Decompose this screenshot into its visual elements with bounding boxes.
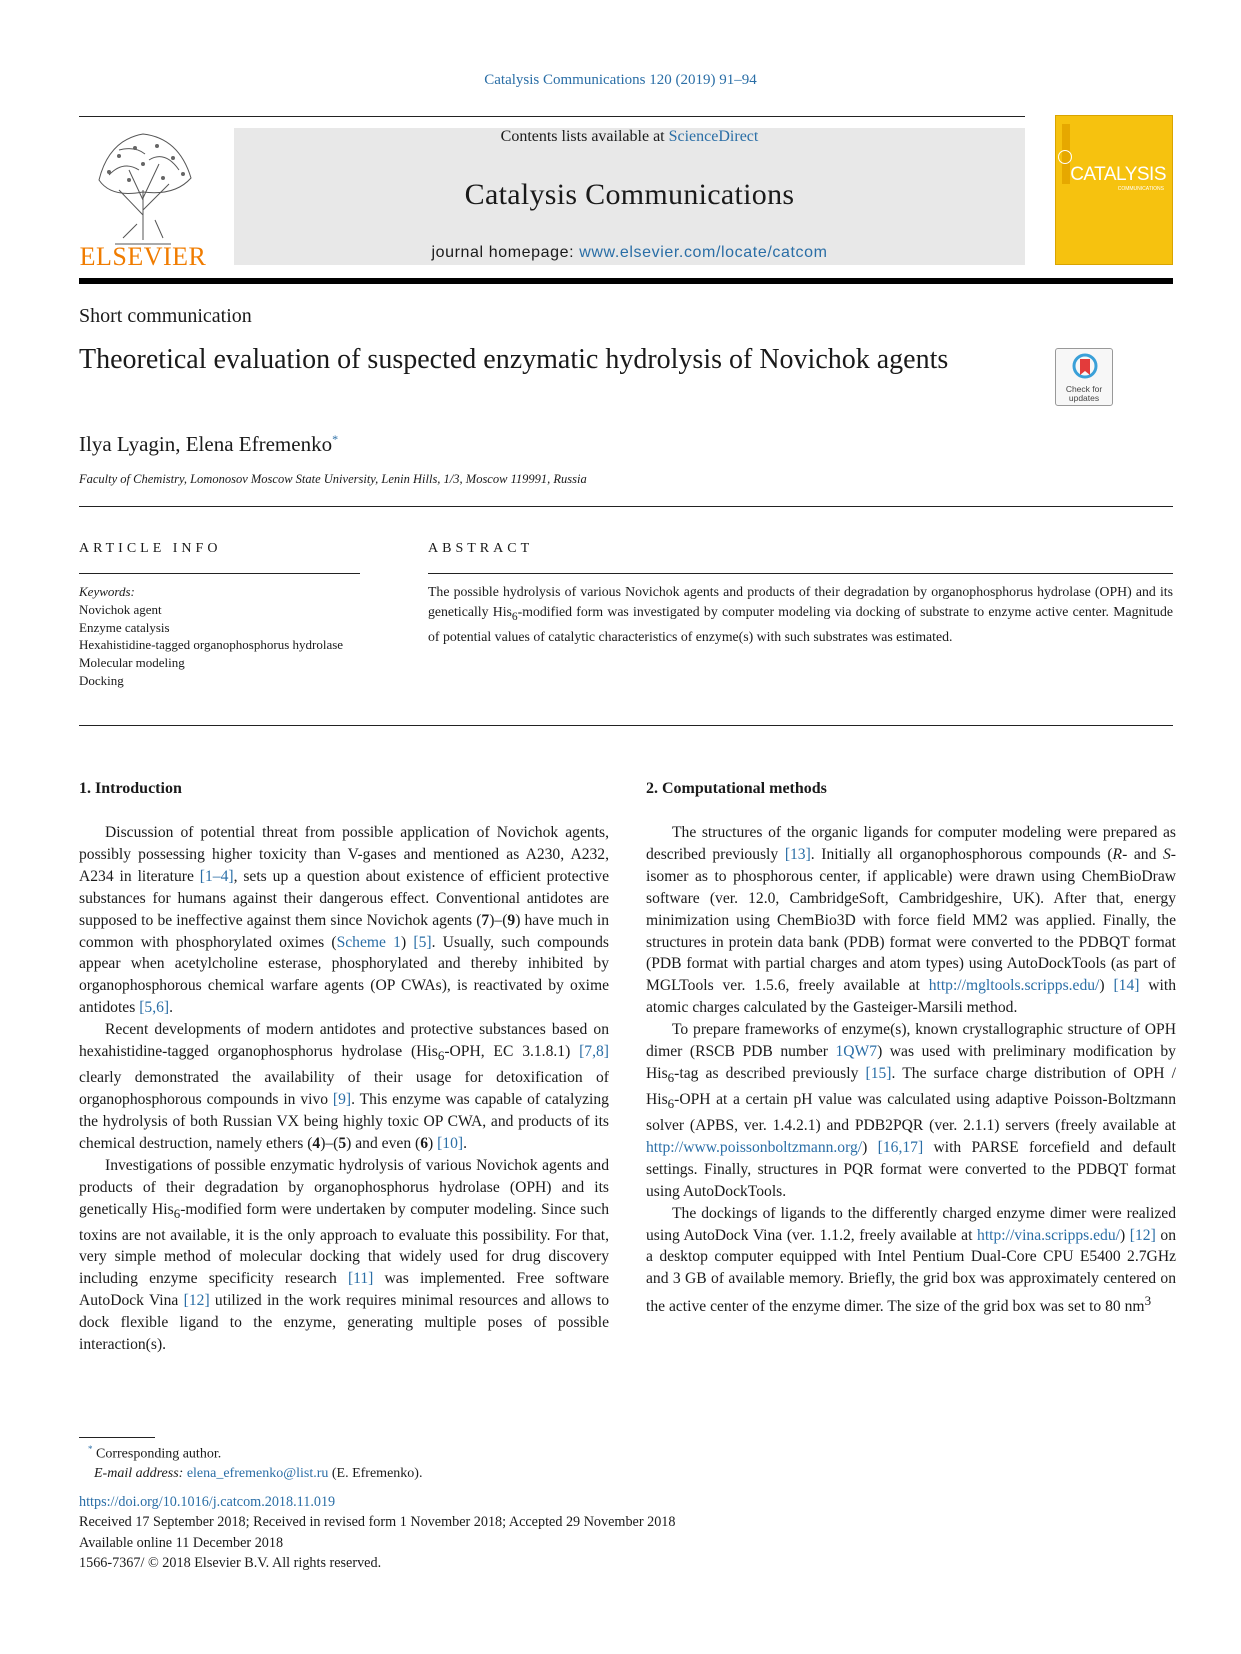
text-run: ) was used with preliminary modification by His (646, 1043, 1176, 1082)
abstract-label: ABSTRACT (428, 541, 534, 556)
reference-link[interactable]: [10] (437, 1134, 464, 1152)
corresponding-author-mark[interactable]: * (332, 432, 339, 446)
abstract-text (428, 582, 1173, 647)
article-title: Theoretical evaluation of suspected enzymatic hydrolysis of Novichok agents (79, 344, 949, 375)
keyword-item: Enzyme catalysis (79, 619, 170, 635)
methods-column (646, 822, 1176, 1318)
methods-paragraph (646, 822, 1176, 1019)
text-run: )–( (320, 1134, 339, 1152)
introduction-heading: 1. Introduction (79, 780, 182, 797)
text-run: 3 (1144, 1293, 1152, 1309)
abstract-subscript: 6 (511, 610, 518, 623)
reference-link[interactable]: [11] (347, 1270, 374, 1288)
homepage-link[interactable]: www.elsevier.com/locate/catcom (579, 244, 828, 261)
text-run: The dockings of ligands to the differently charged enzyme dimer were realized using AutoDock Vina (ver. 1.1.2, freely available at (646, 1204, 1176, 1244)
keyword-item: Docking (79, 672, 124, 688)
reference-link[interactable]: [14] (1113, 977, 1140, 995)
abstract-part: The possible hydrolysis of various Novichok agents and products of their degradation by organophosphorus hydrolase (OPH) and its genetically His (428, 584, 1173, 619)
intro-paragraph (79, 1019, 609, 1155)
text-run: 6 (420, 1134, 429, 1152)
reference-link[interactable]: [5,6] (139, 999, 170, 1017)
text-run: 7 (481, 911, 490, 929)
text-run: with atomic charges calculated by the Gasteiger-Marsili method. (646, 977, 1177, 1017)
text-run: was implemented. Free software AutoDock Vina (79, 1270, 609, 1310)
journal-title: Catalysis Communications (464, 178, 795, 211)
article-info-label: ARTICLE INFO (79, 541, 222, 556)
text-run: ) (1119, 1226, 1130, 1244)
reference-link[interactable]: [9] (332, 1090, 352, 1108)
article-type: Short communication (79, 305, 252, 327)
text-run: The structures of the organic ligands for computer modeling were prepared as described previously (646, 824, 1176, 863)
publication-meta (79, 1492, 676, 1573)
introduction-column (79, 822, 609, 1356)
reference-link[interactable]: [15] (865, 1064, 892, 1082)
text-run: Investigations of possible enzymatic hydrolysis of various Novichok agents and products of their degradation by organophosphorus hydrolase (OPH) and its genetically His (79, 1156, 609, 1218)
history-dates: Received 17 September 2018; Received in revised form 1 November 2018; Accepted 29 November 2018 (79, 1514, 676, 1531)
intro-paragraph (79, 822, 609, 1019)
journal-reference[interactable]: Catalysis Communications 120 (2019) 91–94 (484, 72, 757, 88)
text-run: . (169, 999, 173, 1017)
text-run: 4 (312, 1134, 321, 1152)
intro-paragraph (79, 1155, 609, 1356)
reference-link[interactable]: [12] (183, 1292, 210, 1310)
reference-link[interactable]: [1–4] (199, 867, 234, 885)
text-run: -tag as described previously (674, 1064, 866, 1082)
text-run: Discussion of potential threat from possible application of Novichok agents, possibly possessing higher toxicity than V-gases and mentioned as A230, A232, A234 in literature (79, 824, 609, 885)
text-run: -OPH, EC 3.1.8.1) (444, 1043, 580, 1061)
methods-paragraph (646, 1019, 1176, 1202)
text-run: S (1163, 845, 1171, 863)
text-run: . (463, 1134, 467, 1152)
text-run: ) and even ( (346, 1134, 421, 1152)
bookmark-icon (1072, 353, 1098, 383)
text-run: R (1112, 845, 1123, 863)
reference-link[interactable]: [5] (413, 933, 432, 951)
text-run: -modified form were undertaken by computer modeling. Since such toxins are not available, it is the only approach to evaluate this possibility. For that, very simple method of molecular docking that widely used for drug discovery including enzyme specificity research (79, 1200, 609, 1288)
text-run: utilized in the work requires minimal resources and allows to dock flexible ligand to the enzyme, generating multiple poses of possible interaction(s). (79, 1292, 609, 1354)
corresponding-note (88, 1440, 422, 1464)
methods-heading: 2. Computational methods (646, 780, 827, 797)
authors (79, 432, 338, 457)
abstract-part: -modified form was investigated by computer modeling via docking of substrate to enzyme active center. Magnitude of potential values of catalytic characteristics of enzyme(s) with such substrates was estimated. (428, 604, 1174, 644)
reference-link[interactable]: http://vina.scripps.edu/ (977, 1226, 1120, 1244)
text-run: 6 (667, 1070, 675, 1086)
cover-title: CATALYSIS (1070, 164, 1166, 185)
footnote-mark: * (88, 1444, 93, 1454)
reference-link[interactable]: [16,17] (877, 1138, 924, 1156)
text-run: . Initially all organophosphorous compounds ( (810, 845, 1113, 863)
abstract-bottom-rule (79, 725, 1173, 726)
keywords-label: Keywords: (79, 584, 135, 599)
email-link[interactable]: elena_efremenko@list.ru (186, 1466, 329, 1482)
abstract-rule (428, 573, 1173, 574)
journal-masthead (234, 128, 1025, 265)
footnote-rule (79, 1437, 155, 1438)
top-rule (79, 116, 1025, 117)
text-run: , sets up a question about existence of efficient protective substances for humans against their dangerous effect. Conventional antidotes are supposed to be ineffective against them since Novichok agents ( (79, 867, 609, 929)
reference-link[interactable]: http://mgltools.scripps.edu/ (928, 977, 1100, 995)
reference-link[interactable]: [7,8] (579, 1043, 609, 1061)
text-run: Recent developments of modern antidotes and protective substances based on hexahistidine-tagged organophosphorus hydrolase (His (79, 1021, 609, 1061)
text-run: . The surface charge distribution of OPH / His (646, 1064, 1176, 1108)
text-run: 6 (667, 1096, 675, 1112)
contents-line (234, 128, 1025, 146)
text-run: . Usually, such compounds appear when acetylcholine esterase, phosphorylated and thereby inhibited by organophosphorous chemical warfare agents (OP CWAs), is reactivated by oxime antidotes (79, 933, 609, 1017)
check-for-updates-button[interactable] (1055, 348, 1113, 406)
text-run: ) (1099, 977, 1114, 995)
text-run: 6 (437, 1048, 445, 1064)
methods-paragraph (646, 1203, 1176, 1319)
doi-link[interactable]: https://doi.org/10.1016/j.catcom.2018.11.019 (79, 1494, 336, 1510)
homepage-line (234, 244, 1025, 262)
cover-subtitle: COMMUNICATIONS (1117, 186, 1164, 192)
text-run: 5 (338, 1134, 347, 1152)
keywords-block (79, 583, 349, 690)
text-run: 6 (173, 1205, 181, 1221)
journal-cover[interactable] (1055, 115, 1173, 265)
text-run: To prepare frameworks of enzyme(s), known crystallographic structure of OPH dimer (RSCB PDB number (646, 1021, 1176, 1061)
email-name: (E. Efremenko). (331, 1466, 423, 1482)
info-rule (79, 573, 360, 574)
text-run: clearly demonstrated the availability of their usage for detoxification of organophosphorous compounds in vivo (79, 1069, 609, 1108)
online-date: Available online 11 December 2018 (79, 1534, 284, 1551)
affiliation-rule (79, 506, 1173, 507)
text-run: )–( (489, 911, 508, 929)
header-thick-rule (79, 278, 1173, 284)
text-run: -isomer as to phosphorous center, if applicable) were drawn using ChemBioDraw software (ver. 12.0, CambridgeSoft, Cambridgeshire, UK). After that, energy minimization using ChemBio3D with force field MM2 was applied. Finally, the structures in protein data bank (PDB) format were converted to the PDBQT format (PDB format with partial charges and atom types) using AutoDockTools (as part of MGLTools ver. 1.5.6, freely available at (646, 845, 1176, 995)
contents-prefix: Contents lists available at (500, 128, 669, 145)
keyword-item: Molecular modeling (79, 655, 185, 671)
reference-link[interactable]: [13] (784, 845, 811, 863)
text-run: -OPH at a certain pH value was calculated using adaptive Poisson-Boltzmann solver (APBS, ver. 1.4.2.1) and PDB2PQR (ver. 2.1.1) servers (freely available at (646, 1090, 1176, 1134)
reference-link[interactable]: Scheme 1 (336, 933, 401, 951)
text-run: on a desktop computer equipped with Intel Pentium Dual-Core CPU E5400 2.7GHz and 3 GB of available memory. Briefly, the grid box was approximately centered on the active center of the enzyme dimer. The size of the grid box was set to 80 nm (646, 1226, 1176, 1316)
author-names: Ilya Lyagin, Elena Efremenko (79, 432, 333, 456)
copyright: 1566-7367/ © 2018 Elsevier B.V. All rights reserved. (79, 1554, 382, 1571)
sciencedirect-link[interactable]: ScienceDirect (668, 128, 759, 145)
footnote (88, 1440, 422, 1484)
keyword-item: Hexahistidine-tagged organophosphorus hydrolase (79, 637, 344, 653)
corresponding-text: Corresponding author. (96, 1446, 222, 1462)
text-run: ) (428, 1134, 438, 1152)
text-run: with PARSE forcefield and default settings. Finally, structures in PQR format were converted to the PDBQT format using AutoDockTools. (646, 1138, 1176, 1200)
check-badge-label: Check for updates (1065, 384, 1103, 403)
text-run: ) (862, 1138, 878, 1156)
text-run: ) (400, 933, 414, 951)
text-run: . This enzyme was capable of catalyzing the hydrolysis of both Russian VX being highly toxic OP CWA, and products of its chemical destruction, namely ethers ( (79, 1090, 609, 1152)
text-run: 9 (507, 911, 516, 929)
homepage-prefix: journal homepage: (431, 244, 580, 261)
text-run: - and (1122, 845, 1163, 863)
reference-link[interactable]: 1QW7 (835, 1043, 878, 1061)
email-line (88, 1464, 422, 1484)
elsevier-wordmark: ELSEVIER (79, 242, 207, 271)
reference-link[interactable]: http://www.poissonboltzmann.org/ (646, 1138, 863, 1156)
reference-link[interactable]: [12] (1129, 1226, 1156, 1244)
email-label: E-mail address: (94, 1466, 184, 1482)
cover-circle (1058, 150, 1072, 164)
text-run: ) have much in common with phosphorylated oximes ( (79, 911, 609, 951)
keyword-item: Novichok agent (79, 601, 162, 617)
affiliation: Faculty of Chemistry, Lomonosov Moscow State University, Lenin Hills, 1/3, Moscow 119991, Russia (79, 472, 587, 486)
